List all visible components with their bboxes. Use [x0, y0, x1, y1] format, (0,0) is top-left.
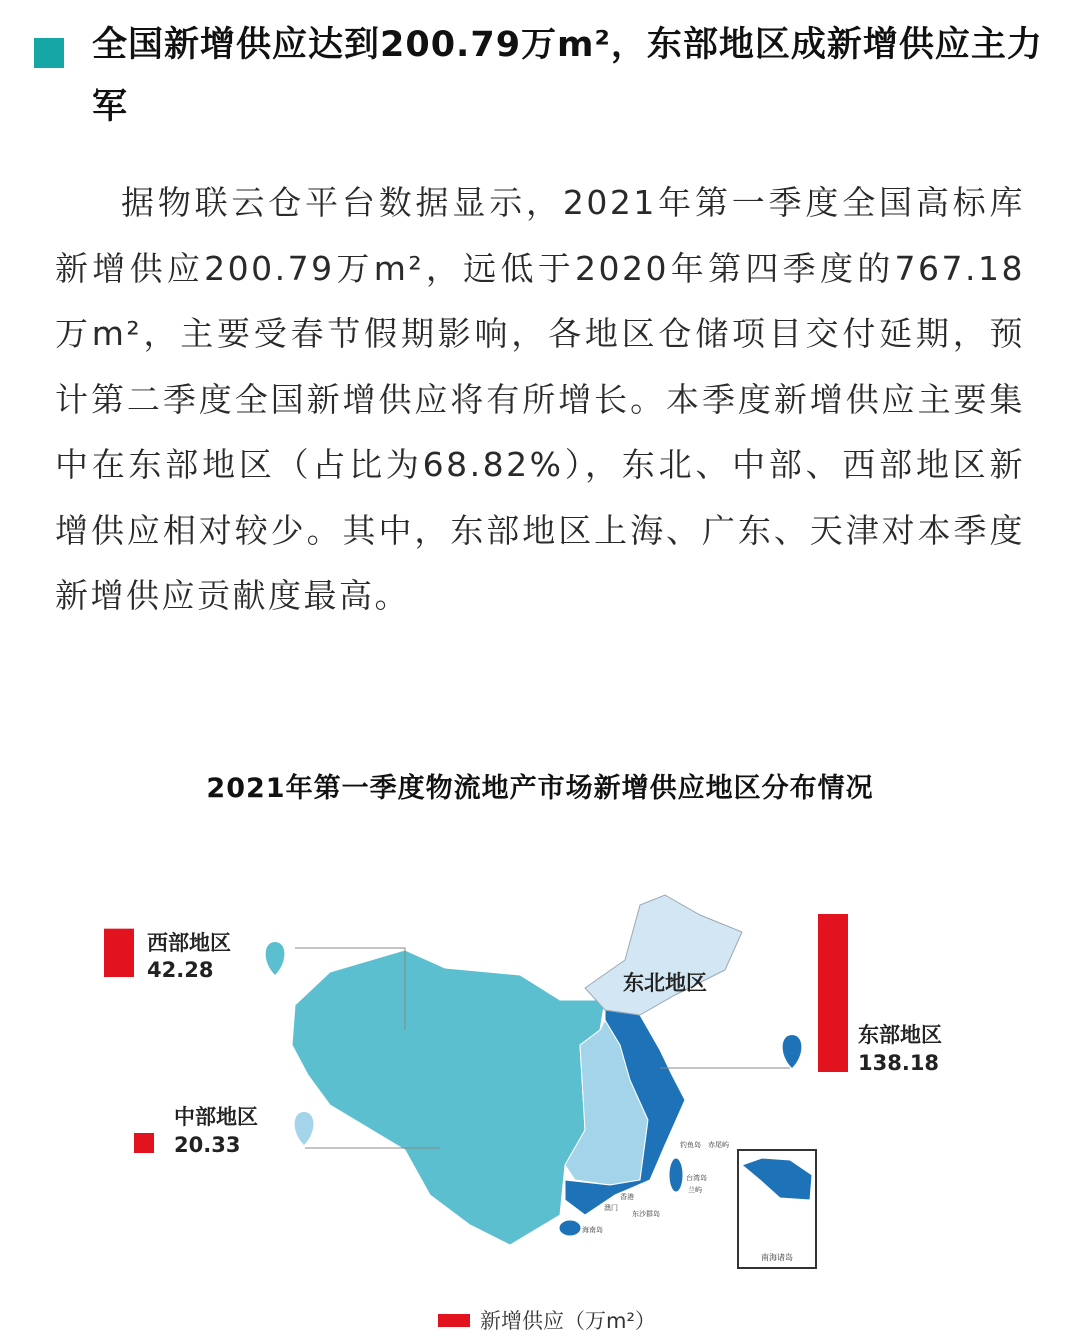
- body-paragraph: 据物联云仓平台数据显示，2021年第一季度全国高标库新增供应200.79万m²，远低于2020年第四季度的767.18万m²，主要受春节假期影响，各地区仓储项目交付延期，预计第二季度全国新增供应将有所增长。本季度新增供应主要集中在东部地区（占比为68.82%），东北、中部、西部地区新增供应相对较少。其中，东部地区上海、广东、天津对本季度新增供应贡献度最高。: [55, 183, 1025, 615]
- location-pin-icon: [783, 1035, 802, 1068]
- legend-swatch: [438, 1314, 470, 1327]
- map-label-island: 香港: [620, 1193, 634, 1201]
- map-label-island: 钓鱼岛: [680, 1141, 701, 1149]
- bar-east: [818, 914, 848, 1072]
- map-hainan: [559, 1220, 581, 1236]
- bar-label-east: 东部地区: [858, 1023, 942, 1047]
- chart-legend: [438, 1305, 656, 1335]
- bar-value-central: 20.33: [174, 1133, 241, 1157]
- map-northeast-region: [585, 895, 742, 1015]
- map-label-island: 赤尾屿: [708, 1141, 729, 1149]
- map-west-region: [292, 950, 605, 1245]
- map-label-northeast: 东北地区: [623, 971, 707, 995]
- heading-text: 全国新增供应达到200.79万m²，东部地区成新增供应主力军: [92, 25, 1043, 127]
- map-label-island: 东沙群岛: [632, 1210, 660, 1218]
- map-inset-label: 南海诸岛: [761, 1253, 793, 1262]
- bar-value-west: 42.28: [147, 958, 214, 982]
- location-pin-icon: [266, 942, 285, 975]
- map-label-island: 澳门: [604, 1204, 618, 1212]
- region-supply-chart: [0, 880, 1080, 1300]
- map-taiwan: [669, 1158, 683, 1192]
- chart-title: 2021年第一季度物流地产市场新增供应地区分布情况: [206, 773, 874, 804]
- map-label-island: 兰屿: [688, 1186, 702, 1194]
- legend-label: 新增供应（万m²）: [480, 1309, 656, 1333]
- map-label-island: 台湾岛: [686, 1174, 707, 1182]
- map-label-island: 海南岛: [582, 1226, 603, 1234]
- location-pin-icon: [295, 1112, 314, 1145]
- bar-west: [104, 929, 134, 977]
- heading-marker: [34, 38, 64, 68]
- section-heading: [34, 14, 1044, 138]
- bar-label-west: 西部地区: [147, 931, 231, 955]
- bar-value-east: 138.18: [858, 1051, 940, 1075]
- bar-label-central: 中部地区: [174, 1105, 258, 1129]
- bar-central: [134, 1133, 154, 1153]
